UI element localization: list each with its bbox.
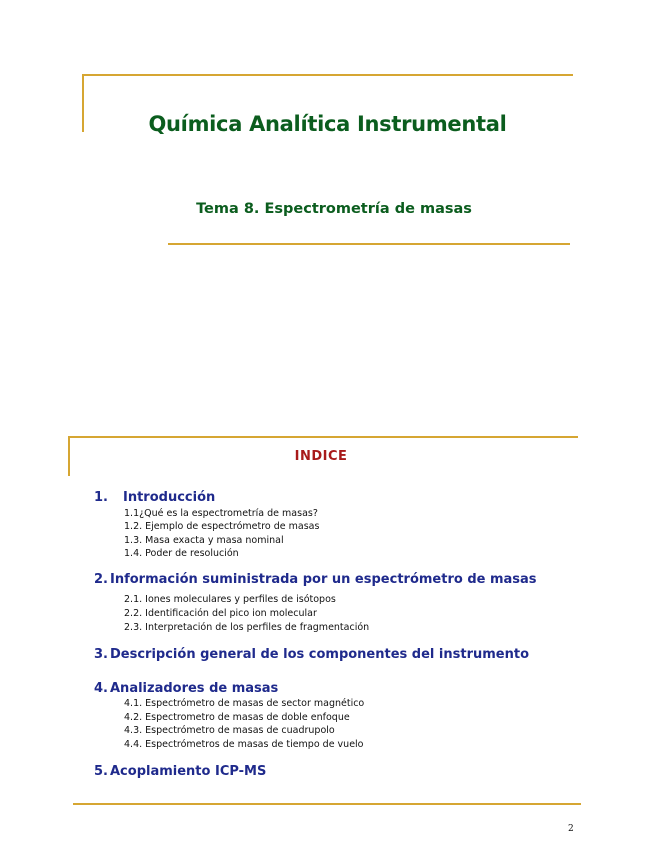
toc-section-2 <box>94 572 537 587</box>
document-subtitle: Tema 8. Espectrometría de masas <box>196 201 472 217</box>
toc-section-number: 5. <box>94 764 108 779</box>
toc-item: 1.2. Ejemplo de espectrómetro de masas <box>124 521 320 532</box>
toc-section-3 <box>94 647 529 662</box>
toc-item: 4.1. Espectrómetro de masas de sector magnético <box>124 698 365 709</box>
toc-item: 2.1. Iones moleculares y perfiles de isótopos <box>124 594 336 605</box>
index-frame-bottom-rule <box>73 803 581 805</box>
toc-item: 1.3. Masa exacta y masa nominal <box>124 535 284 546</box>
toc-section-4 <box>94 681 278 696</box>
toc-section-number: 2. <box>94 572 108 587</box>
toc-section-label: Descripción general de los componentes del instrumento <box>110 647 529 662</box>
toc-section-number: 3. <box>94 647 108 662</box>
toc-section-label: Información suministrada por un espectrómetro de masas <box>110 572 537 587</box>
toc-section-label: Introducción <box>123 490 216 505</box>
toc-item: 4.4. Espectrómetros de masas de tiempo de vuelo <box>124 739 364 750</box>
toc-section-1 <box>94 490 215 505</box>
document-title: Química Analítica Instrumental <box>148 112 507 136</box>
title-frame-bottom-rule <box>168 243 570 245</box>
title-frame-top-rule <box>82 74 573 76</box>
toc-item: 1.4. Poder de resolución <box>124 548 239 559</box>
toc-section-label: Analizadores de masas <box>110 681 279 696</box>
toc-item: 1.1¿Qué es la espectrometría de masas? <box>124 508 318 519</box>
toc-item: 4.2. Espectrometro de masas de doble enfoque <box>124 712 350 723</box>
toc-section-number: 1. <box>94 490 108 505</box>
toc-item: 2.2. Identificación del pico ion molecular <box>124 608 317 619</box>
index-frame-top-rule <box>68 436 578 438</box>
toc-item: 4.3. Espectrómetro de masas de cuadrupolo <box>124 725 335 736</box>
toc-section-label: Acoplamiento ICP-MS <box>110 764 267 779</box>
toc-section-5 <box>94 764 266 779</box>
toc-item: 2.3. Interpretación de los perfiles de fragmentación <box>124 622 370 633</box>
toc-section-number: 4. <box>94 681 108 696</box>
index-heading: INDICE <box>294 449 348 464</box>
page-number: 2 <box>568 824 574 834</box>
